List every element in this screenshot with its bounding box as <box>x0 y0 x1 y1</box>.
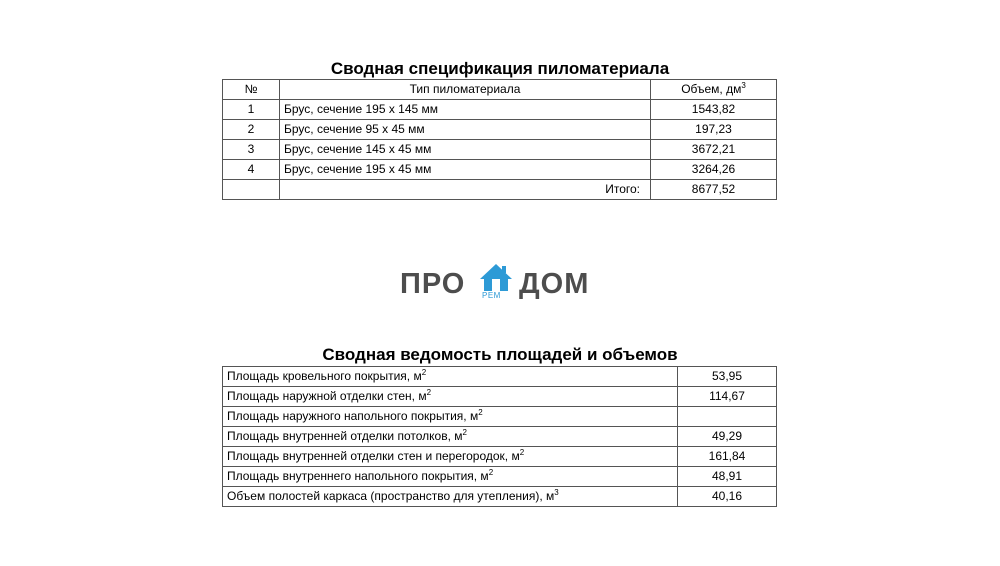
row-label: Площадь внутренней отделки стен и перегородок, м <box>227 449 520 463</box>
row-number: 2 <box>223 120 280 140</box>
logo-text-dom: ДОМ <box>519 268 590 300</box>
row-value: 53,95 <box>678 367 777 387</box>
house-icon <box>478 262 514 294</box>
row-label: Площадь наружного напольного покрытия, м <box>227 409 479 423</box>
total-value: 8677,52 <box>651 180 777 200</box>
row-label-cell <box>223 367 678 387</box>
total-empty-cell <box>223 180 280 200</box>
row-label: Площадь кровельного покрытия, м <box>227 369 422 383</box>
row-type: Брус, сечение 95 х 45 мм <box>280 120 651 140</box>
col-header-type: Тип пиломатериала <box>280 80 651 100</box>
row-volume: 1543,82 <box>651 100 777 120</box>
row-value: 40,16 <box>678 487 777 507</box>
row-type: Брус, сечение 195 х 145 мм <box>280 100 651 120</box>
table-row <box>223 100 777 120</box>
areas-table-title: Сводная ведомость площадей и объемов <box>322 345 678 364</box>
row-value: 161,84 <box>678 447 777 467</box>
row-value: 114,67 <box>678 387 777 407</box>
table-row <box>223 367 777 387</box>
table-row <box>223 120 777 140</box>
row-unit-sup: 2 <box>478 408 483 417</box>
row-type: Брус, сечение 145 х 45 мм <box>280 140 651 160</box>
col-header-volume-sup: 3 <box>741 81 746 90</box>
row-number: 1 <box>223 100 280 120</box>
row-value <box>678 407 777 427</box>
row-label: Площадь внутренней отделки потолков, м <box>227 429 463 443</box>
prodom-logo <box>398 260 602 306</box>
table-header-row <box>223 80 777 100</box>
table-row <box>223 387 777 407</box>
row-label-cell <box>223 487 678 507</box>
row-number: 4 <box>223 160 280 180</box>
row-volume: 3264,26 <box>651 160 777 180</box>
areas-volumes-table <box>222 366 777 507</box>
row-label: Площадь внутреннего напольного покрытия, м <box>227 469 489 483</box>
row-value: 48,91 <box>678 467 777 487</box>
row-unit-sup: 2 <box>421 368 427 377</box>
row-number: 3 <box>223 140 280 160</box>
total-row <box>223 180 777 200</box>
row-label: Площадь наружной отделки стен, м <box>227 389 427 403</box>
row-value: 49,29 <box>678 427 777 447</box>
row-label-cell <box>223 387 678 407</box>
row-volume: 3672,21 <box>651 140 777 160</box>
lumber-spec-table <box>222 79 777 200</box>
row-unit-sup: 2 <box>519 448 525 457</box>
row-label-cell <box>223 407 678 427</box>
row-label-cell <box>223 427 678 447</box>
table-row <box>223 407 777 427</box>
logo-subtext: РЕМ <box>482 291 501 300</box>
table-row <box>223 447 777 467</box>
row-volume: 197,23 <box>651 120 777 140</box>
row-label: Объем полостей каркаса (пространство для утепления), м <box>227 489 555 503</box>
table-row <box>223 487 777 507</box>
row-unit-sup: 2 <box>426 388 432 397</box>
table-row <box>223 427 777 447</box>
col-header-volume-text: Объем, дм <box>681 82 742 96</box>
total-label: Итого: <box>280 180 651 200</box>
row-type: Брус, сечение 195 х 45 мм <box>280 160 651 180</box>
table-row <box>223 467 777 487</box>
table-row <box>223 160 777 180</box>
col-header-number: № <box>223 80 280 100</box>
table-row <box>223 140 777 160</box>
row-unit-sup: 2 <box>462 428 467 437</box>
row-unit-sup: 2 <box>488 468 494 477</box>
spec-table-title: Сводная спецификация пиломатериала <box>330 59 670 78</box>
row-label-cell <box>223 467 678 487</box>
col-header-volume <box>651 80 777 100</box>
row-label-cell <box>223 447 678 467</box>
row-unit-sup: 3 <box>554 488 559 497</box>
logo-text-pro: ПРО <box>400 268 466 300</box>
